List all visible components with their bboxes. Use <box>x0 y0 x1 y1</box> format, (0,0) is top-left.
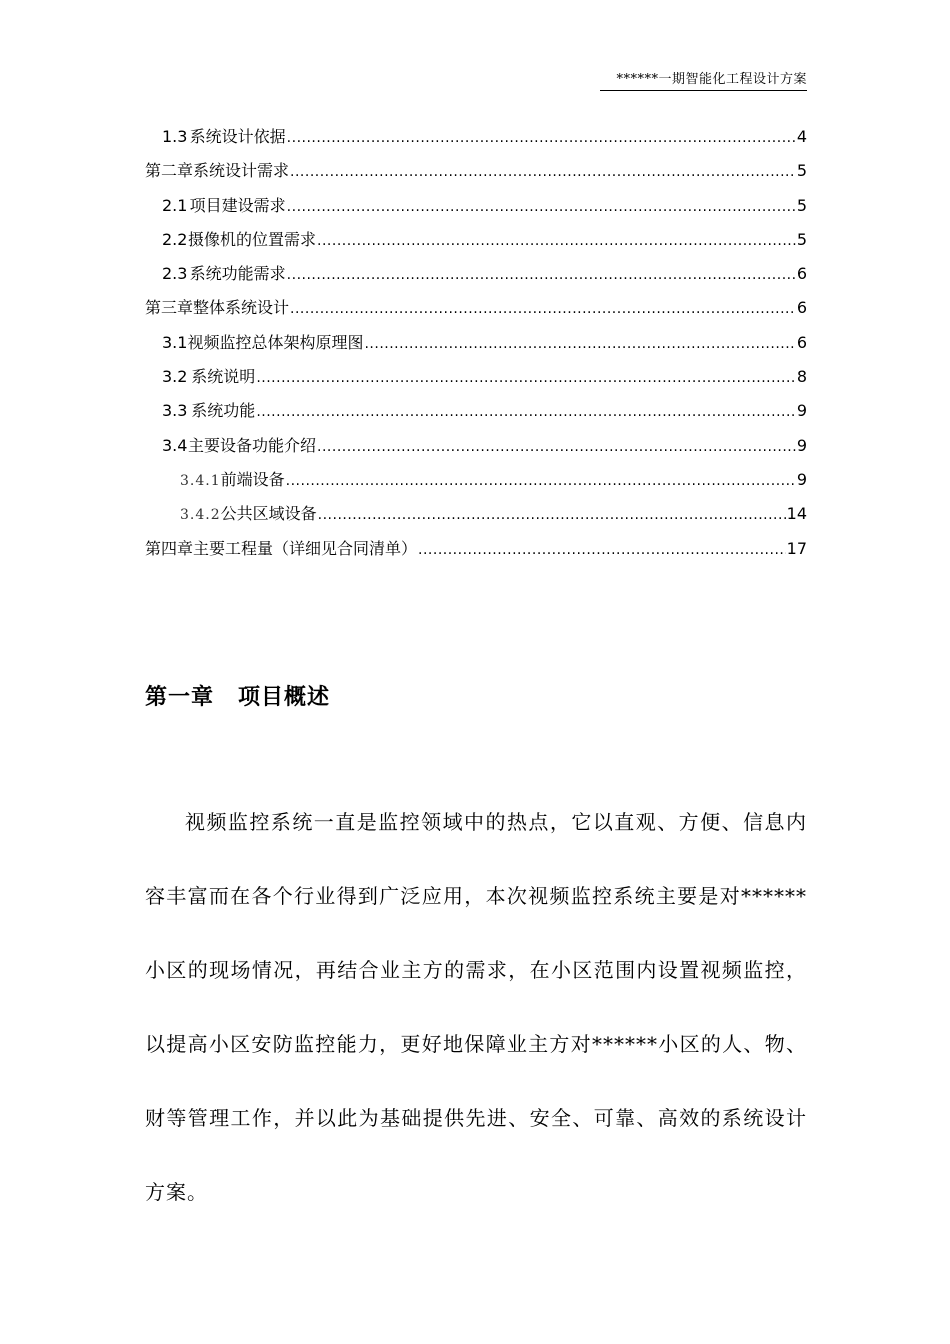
toc-title: 系统功能需求 <box>189 264 286 284</box>
toc-number: 第三章 <box>145 298 194 318</box>
toc-title: 视频监控总体架构原理图 <box>187 332 364 352</box>
toc-entry[interactable] <box>145 536 807 570</box>
toc-entry[interactable] <box>145 398 807 432</box>
toc-page: 17 <box>786 538 807 558</box>
toc-number: 3.1 <box>162 332 188 352</box>
toc-leader <box>287 130 796 146</box>
toc-leader <box>287 267 796 283</box>
toc-entry[interactable] <box>145 227 807 261</box>
toc-entry[interactable] <box>145 295 807 329</box>
toc-entry[interactable] <box>145 330 807 364</box>
toc-number: 2.2 <box>162 229 188 249</box>
toc-page: 14 <box>786 504 807 524</box>
toc-entry[interactable] <box>145 193 807 227</box>
toc-leader <box>286 473 796 489</box>
toc-page: 9 <box>796 435 807 455</box>
toc-title: 整体系统设计 <box>193 298 290 318</box>
chapter-title: 项目概述 <box>238 685 331 710</box>
toc-title: 主要工程量（详细见合同清单） <box>193 538 418 558</box>
toc-page: 6 <box>796 264 807 284</box>
toc-title: 项目建设需求 <box>189 195 286 215</box>
toc-entry[interactable] <box>145 501 807 535</box>
toc-title: 系统设计需求 <box>193 161 290 181</box>
table-of-contents <box>145 124 807 570</box>
toc-entry[interactable] <box>145 364 807 398</box>
toc-leader <box>290 164 796 180</box>
toc-entry[interactable] <box>145 467 807 501</box>
toc-page: 6 <box>796 332 807 352</box>
toc-number: 3.4 <box>162 435 188 455</box>
toc-leader <box>256 404 796 420</box>
toc-title: 系统说明 <box>191 367 256 387</box>
toc-number: 2.3 <box>162 264 188 284</box>
toc-number: 3.2 <box>162 367 188 387</box>
toc-leader <box>256 370 796 386</box>
toc-entry[interactable] <box>145 261 807 295</box>
toc-page: 8 <box>796 367 807 387</box>
toc-title: 摄像机的位置需求 <box>188 229 317 249</box>
toc-title: 系统功能 <box>191 401 256 421</box>
toc-leader <box>290 301 796 317</box>
toc-number: 3.4.1 <box>180 472 221 489</box>
chapter-number: 第一章 <box>145 685 215 710</box>
toc-page: 4 <box>796 127 807 146</box>
toc-leader <box>364 336 795 352</box>
chapter-heading <box>145 680 330 711</box>
toc-leader <box>418 542 786 558</box>
toc-number: 第四章 <box>145 538 194 558</box>
toc-number: 3.4.2 <box>180 507 221 524</box>
toc-number: 2.1 <box>162 195 188 215</box>
toc-title: 主要设备功能介绍 <box>188 435 317 455</box>
toc-title: 系统设计依据 <box>189 127 286 146</box>
toc-entry[interactable] <box>145 124 807 158</box>
toc-title: 公共区域设备 <box>220 504 317 524</box>
toc-title: 前端设备 <box>220 469 285 489</box>
toc-number: 3.3 <box>162 401 188 421</box>
toc-entry[interactable] <box>145 433 807 467</box>
toc-leader <box>317 233 796 249</box>
body-paragraph: 视频监控系统一直是监控领域中的热点，它以直观、方便、信息内容丰富而在各个行业得到广泛应用，本次视频监控系统主要是对******小区的现场情况，再结合业主方的需求，在小区范围内设置视频监控，以提高小区安防监控能力，更好地保障业主方对******小区的人、物、财等管理工作，并以此为基础提供先进、安全、可靠、高效的系统设计方案。 <box>145 810 807 1204</box>
toc-page: 5 <box>796 161 807 181</box>
toc-leader <box>318 507 786 523</box>
toc-page: 9 <box>796 401 807 421</box>
toc-leader <box>287 199 796 215</box>
toc-entry[interactable] <box>145 158 807 192</box>
toc-leader <box>317 439 796 455</box>
toc-number: 第二章 <box>145 161 194 181</box>
toc-number: 1.3 <box>162 127 188 146</box>
toc-page: 6 <box>796 298 807 318</box>
toc-page: 9 <box>796 469 807 489</box>
toc-page: 5 <box>796 229 807 249</box>
page-header: ******一期智能化工程设计方案 <box>600 68 807 91</box>
toc-page: 5 <box>796 195 807 215</box>
